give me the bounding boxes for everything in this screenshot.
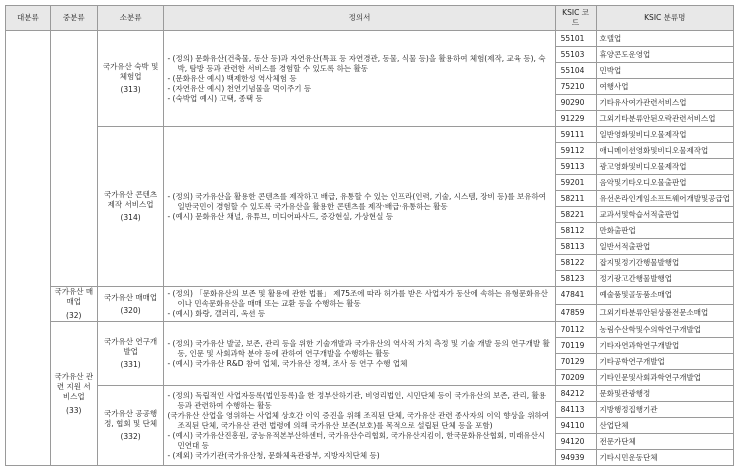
ksic-code: 58123 xyxy=(555,271,596,287)
ksic-code: 70129 xyxy=(555,354,596,370)
ksic-code: 58113 xyxy=(555,239,596,255)
header-definition: 정의서 xyxy=(164,6,555,31)
table-row xyxy=(6,287,734,305)
definition-cell xyxy=(164,127,555,287)
ksic-name: 유선온라인게임소프트웨어개발및공급업 xyxy=(596,191,733,207)
small-category-code: (331) xyxy=(120,360,141,369)
small-category-code: (313) xyxy=(120,85,141,94)
classification-table xyxy=(5,5,734,466)
ksic-name: 일반영화및비디오물제작업 xyxy=(596,127,733,143)
ksic-name: 휴양콘도운영업 xyxy=(596,47,733,63)
header-mid: 중분류 xyxy=(50,6,97,31)
definition-cell xyxy=(164,31,555,127)
definition-line: - (정의) 국가유산 발굴, 보존, 관리 등을 위한 기술개발과 국가유산의 역사적 가치 측정 및 기술 개발 등의 연구개발 활동, 인문 및 사회과학 분야 등에 관하여 연구개발을 수행하는 활동 xyxy=(167,338,550,358)
ksic-name: 민박업 xyxy=(596,63,733,79)
small-category-cell xyxy=(97,31,164,127)
definition-line: - (정의) 문화유산(건축물, 동산 등)과 자연유산(특표 등 자연경관, 동물, 식물 등)을 활용하여 체험(제작, 교육 등), 숙박, 탐방 등과 관련한 서비스를 경험할 수 있도록 하는 활동 xyxy=(167,53,546,73)
ksic-code: 59201 xyxy=(555,175,596,191)
small-category-code: (320) xyxy=(120,305,141,315)
ksic-name: 농림수산학및수의학연구개발업 xyxy=(596,322,733,338)
small-category-name: 국가유산 공공행정, 협회 및 단체 xyxy=(104,409,158,428)
ksic-name: 기타시민운동단체 xyxy=(596,450,733,466)
mid-category-name: 국가유산 관련 지원 서비스업 xyxy=(54,371,94,401)
ksic-name: 여행사업 xyxy=(596,79,733,95)
definition-line: (국가유산 산업을 영위하는 사업체 상호간 이익 증진을 위해 조직된 단체, 국가유산 관련 종사자의 이익 향상을 위하여 조직된 단체, 국가유산 관련 법령에 의해 국가유산 보존(보호)를 목적으로 설립된 단체 등을 포함) xyxy=(167,410,550,430)
ksic-name: 그외기타분류안된상품전문소매업 xyxy=(596,304,733,322)
ksic-code: 47859 xyxy=(555,304,596,322)
ksic-name: 잡지및정기간행물발행업 xyxy=(596,255,733,271)
header-row xyxy=(6,6,734,31)
small-category-name: 국가유산 연구개발업 xyxy=(104,337,158,356)
ksic-name: 전문가단체 xyxy=(596,434,733,450)
mid-category-code: (32) xyxy=(66,311,82,320)
ksic-code: 58122 xyxy=(555,255,596,271)
ksic-name: 지방행정집행기관 xyxy=(596,402,733,418)
ksic-name: 기타자연과학연구개발업 xyxy=(596,338,733,354)
small-category-name: 국가유산 콘텐츠 제작 서비스업 xyxy=(104,190,158,209)
ksic-code: 58221 xyxy=(555,207,596,223)
mid-category-blank xyxy=(50,31,97,287)
definition-line: - (숙박업 예시) 고택, 종택 등 xyxy=(167,93,263,103)
definition-line: - (제외) 국가기관(국가유산청, 문화체육관광부, 지방자치단체 등) xyxy=(167,450,380,460)
ksic-name: 기타공학연구개발업 xyxy=(596,354,733,370)
ksic-name: 산업단체 xyxy=(596,418,733,434)
major-category-cell xyxy=(6,31,51,466)
table-row xyxy=(6,322,734,338)
small-category-name: 국가유산 매매업 xyxy=(104,292,158,302)
table-row xyxy=(6,31,734,47)
ksic-name: 기타유사여가관련서비스업 xyxy=(596,95,733,111)
ksic-code: 94110 xyxy=(555,418,596,434)
ksic-code: 55104 xyxy=(555,63,596,79)
small-category-code: (332) xyxy=(120,432,141,441)
ksic-name: 음악및기타오디오물출판업 xyxy=(596,175,733,191)
ksic-name: 문화및관광행정 xyxy=(596,386,733,402)
definition-line: - (정의) 「문화유산의 보존 및 활용에 관한 법률」 제75조에 따라 허가를 받은 사업자가 동산에 속하는 유형문화유산이나 민속문화유산을 매매 또는 교환 등을 수행하는 활동 xyxy=(167,289,548,308)
ksic-name: 만화출판업 xyxy=(596,223,733,239)
ksic-code: 59111 xyxy=(555,127,596,143)
ksic-code: 59112 xyxy=(555,143,596,159)
ksic-name: 광고영화및비디오물제작업 xyxy=(596,159,733,175)
ksic-name: 애니메이션영화및비디오물제작업 xyxy=(596,143,733,159)
definition-cell xyxy=(164,386,555,466)
ksic-name: 교과서및학습서적출판업 xyxy=(596,207,733,223)
small-category-name: 국가유산 숙박 및 체험업 xyxy=(102,62,159,81)
ksic-code: 90290 xyxy=(555,95,596,111)
ksic-code: 75210 xyxy=(555,79,596,95)
definition-line: - (자연유산 예시) 천연기념물을 먹이주기 등 xyxy=(167,83,312,93)
ksic-code: 94120 xyxy=(555,434,596,450)
mid-category-name: 국가유산 매매업 xyxy=(54,287,94,306)
ksic-code: 47841 xyxy=(555,287,596,305)
ksic-name: 호텔업 xyxy=(596,31,733,47)
definition-line: - (예시) 국가유산진흥원, 궁능유적본부산하센터, 국가유산수리협회, 국가유산지킴이, 한국문화유산협회, 미래유산시민연대 등 xyxy=(167,430,546,450)
small-category-cell xyxy=(97,322,164,386)
header-major: 대분류 xyxy=(6,6,51,31)
ksic-code: 94939 xyxy=(555,450,596,466)
definition-line: - (정의) 국가유산을 활용한 콘텐츠를 제작하고 배급, 유통할 수 있는 인프라(인력, 기술, 시스템, 장비 등)를 보유하여 일반국민이 경험할 수 있도록 국가유산을 활용한 콘텐츠를 제작·배급·유통하는 활동 xyxy=(167,191,546,211)
ksic-code: 84113 xyxy=(555,402,596,418)
mid-category-support xyxy=(50,322,97,466)
ksic-code: 55101 xyxy=(555,31,596,47)
table-row xyxy=(6,386,734,402)
header-ksic-name: KSIC 분류명 xyxy=(596,6,733,31)
definition-line: - (정의) 독립적인 사업자등록(법인등록)을 한 정부산하기관, 비영리법인, 시민단체 등이 국가유산의 보존, 관리, 활용 등과 관련하여 수행하는 활동 xyxy=(167,390,547,410)
header-small: 소분류 xyxy=(97,6,164,31)
ksic-name: 일반서적출판업 xyxy=(596,239,733,255)
definition-line: - (예시) 국가유산 R&D 참여 업체, 국가유산 정책, 조사 등 연구 수행 업체 xyxy=(167,358,408,368)
ksic-name: 정기광고간행물발행업 xyxy=(596,271,733,287)
ksic-code: 58211 xyxy=(555,191,596,207)
ksic-code: 58112 xyxy=(555,223,596,239)
mid-category-code: (33) xyxy=(66,405,82,415)
definition-cell xyxy=(164,287,555,322)
small-category-cell xyxy=(97,386,164,466)
definition-line: - (문화유산 예시) 백제한성 역사체험 등 xyxy=(167,73,297,83)
ksic-code: 84212 xyxy=(555,386,596,402)
ksic-code: 70209 xyxy=(555,370,596,386)
header-ksic-code: KSIC 코드 xyxy=(555,6,596,31)
definition-line: - (예시) 문화유산 채널, 유튜브, 미디어파사드, 증강현실, 가상현실 등 xyxy=(167,211,394,221)
small-category-cell xyxy=(97,287,164,322)
small-category-cell xyxy=(97,127,164,287)
ksic-code: 70112 xyxy=(555,322,596,338)
ksic-code: 55103 xyxy=(555,47,596,63)
ksic-name: 그외기타분류안된오락관련서비스업 xyxy=(596,111,733,127)
small-category-code: (314) xyxy=(120,213,141,222)
definition-cell xyxy=(164,322,555,386)
definition-line: - (예시) 화랑, 갤러리, 옥션 등 xyxy=(167,309,266,318)
ksic-name: 예술품및골동품소매업 xyxy=(596,287,733,305)
ksic-code: 70119 xyxy=(555,338,596,354)
mid-category-trade xyxy=(50,287,97,322)
table-row xyxy=(6,127,734,143)
ksic-code: 59113 xyxy=(555,159,596,175)
ksic-name: 기타인문및사회과학연구개발업 xyxy=(596,370,733,386)
ksic-code: 91229 xyxy=(555,111,596,127)
